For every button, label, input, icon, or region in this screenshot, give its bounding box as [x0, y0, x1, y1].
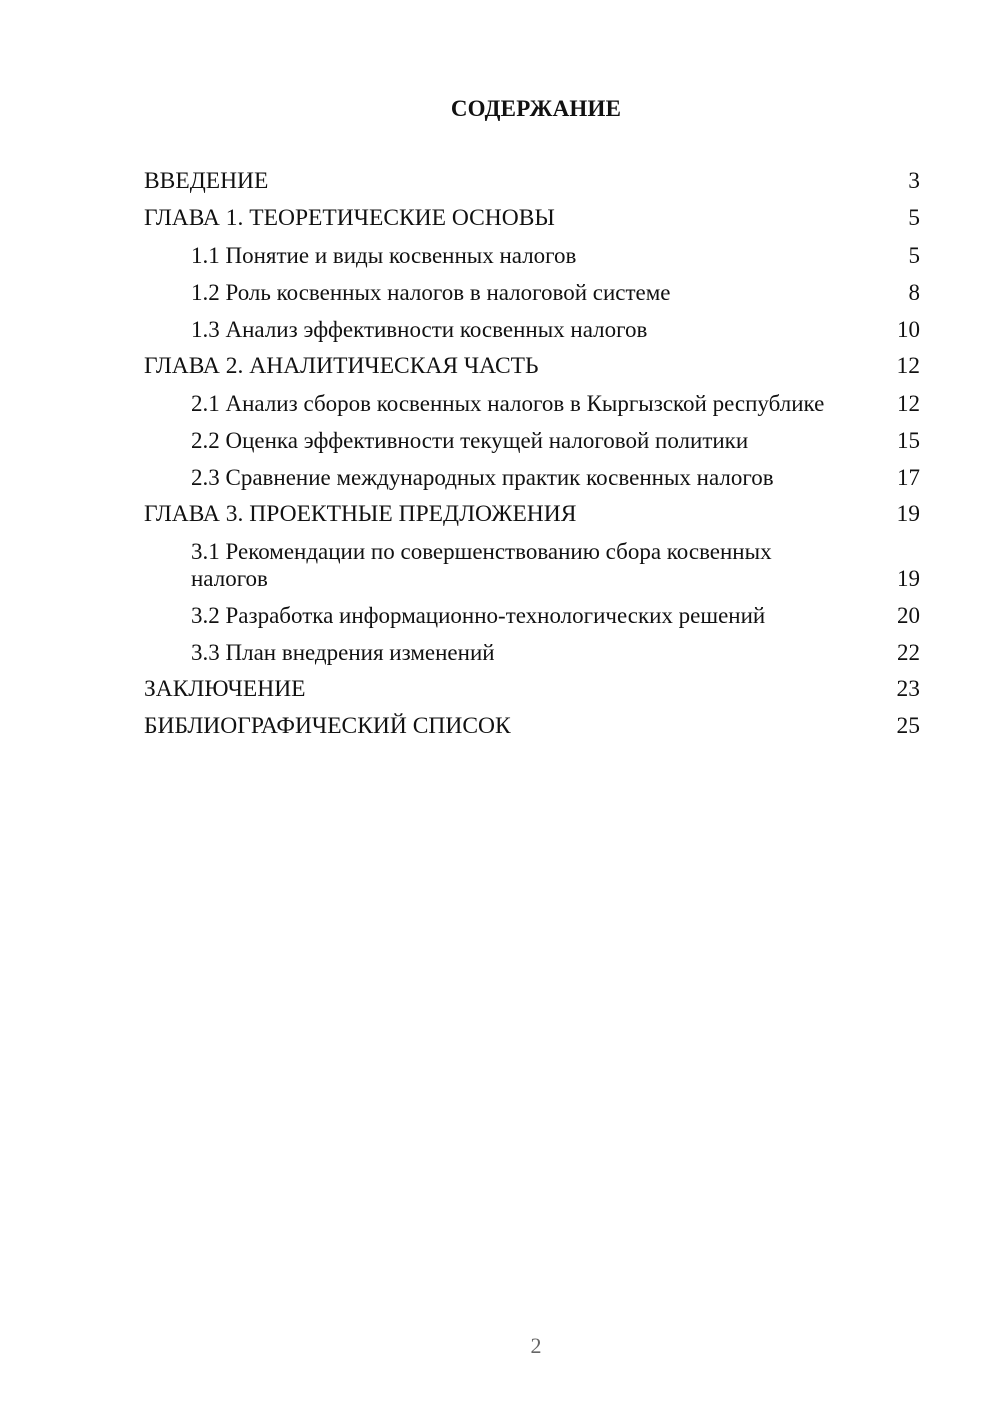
toc-entry-page: 19 [897, 566, 920, 591]
toc-entry-label: 3.3 План внедрения изменений [191, 640, 495, 665]
toc-entry-bibliography[interactable] [144, 713, 920, 740]
toc-entry-page: 12 [897, 391, 920, 416]
toc-entry-label: 3.2 Разработка информационно-технологических решений [191, 603, 766, 628]
page-title: СОДЕРЖАНИЕ [450, 96, 622, 121]
page-number: 2 [530, 1333, 542, 1358]
toc-entry-label: БИБЛИОГРАФИЧЕСКИЙ СПИСОК [144, 713, 511, 739]
toc-entry-page: 12 [896, 353, 920, 379]
toc-entry-introduction[interactable] [144, 168, 920, 195]
toc-entry-label: 1.3 Анализ эффективности косвенных налогов [191, 317, 648, 342]
toc-entry-label: 1.2 Роль косвенных налогов в налоговой системе [191, 280, 671, 305]
toc-entry-chapter-2[interactable] [144, 353, 920, 380]
toc-entry-label: 2.1 Анализ сборов косвенных налогов в Кыргызской республике [191, 391, 825, 416]
toc-entry-section-3-3[interactable] [144, 639, 920, 666]
toc-entry-page: 17 [897, 465, 920, 490]
toc-entry-label: 3.1 Рекомендации по совершенствованию сбора косвенных налогов [191, 539, 772, 591]
toc-entry-section-2-3[interactable] [144, 464, 920, 491]
toc-entry-conclusion[interactable] [144, 676, 920, 703]
toc-entry-section-1-1[interactable] [144, 242, 920, 269]
toc-entry-page: 3 [908, 168, 920, 194]
toc-entry-page: 10 [897, 317, 920, 342]
toc-entry-page: 25 [896, 713, 920, 739]
toc-entry-page: 5 [908, 205, 920, 231]
toc-entry-label: ВВЕДЕНИЕ [144, 168, 269, 194]
toc-entry-section-2-1[interactable] [144, 390, 920, 417]
toc-entry-label: 2.3 Сравнение международных практик косвенных налогов [191, 465, 774, 490]
toc-entry-section-3-1[interactable] [144, 538, 920, 592]
toc-entry-page: 20 [897, 603, 920, 628]
toc-entry-label: 2.2 Оценка эффективности текущей налоговой политики [191, 428, 749, 453]
toc-entry-page: 19 [896, 501, 920, 527]
toc-entry-label: 1.1 Понятие и виды косвенных налогов [191, 243, 577, 268]
toc-entry-section-1-2[interactable] [144, 279, 920, 306]
toc-entry-section-1-3[interactable] [144, 316, 920, 343]
toc-entry-page: 8 [908, 280, 920, 305]
toc-entry-chapter-1[interactable] [144, 205, 920, 232]
toc-entry-section-3-2[interactable] [144, 602, 920, 629]
toc-entry-page: 15 [897, 428, 920, 453]
toc-entry-label: ГЛАВА 2. АНАЛИТИЧЕСКАЯ ЧАСТЬ [144, 353, 539, 379]
table-of-contents [144, 168, 920, 750]
toc-entry-chapter-3[interactable] [144, 501, 920, 528]
toc-entry-page: 5 [908, 243, 920, 268]
toc-entry-label: ГЛАВА 1. ТЕОРЕТИЧЕСКИЕ ОСНОВЫ [144, 205, 555, 231]
toc-entry-label: ГЛАВА 3. ПРОЕКТНЫЕ ПРЕДЛОЖЕНИЯ [144, 501, 577, 527]
toc-entry-label: ЗАКЛЮЧЕНИЕ [144, 676, 306, 702]
toc-entry-section-2-2[interactable] [144, 427, 920, 454]
toc-entry-page: 22 [897, 640, 920, 665]
toc-entry-page: 23 [896, 676, 920, 702]
